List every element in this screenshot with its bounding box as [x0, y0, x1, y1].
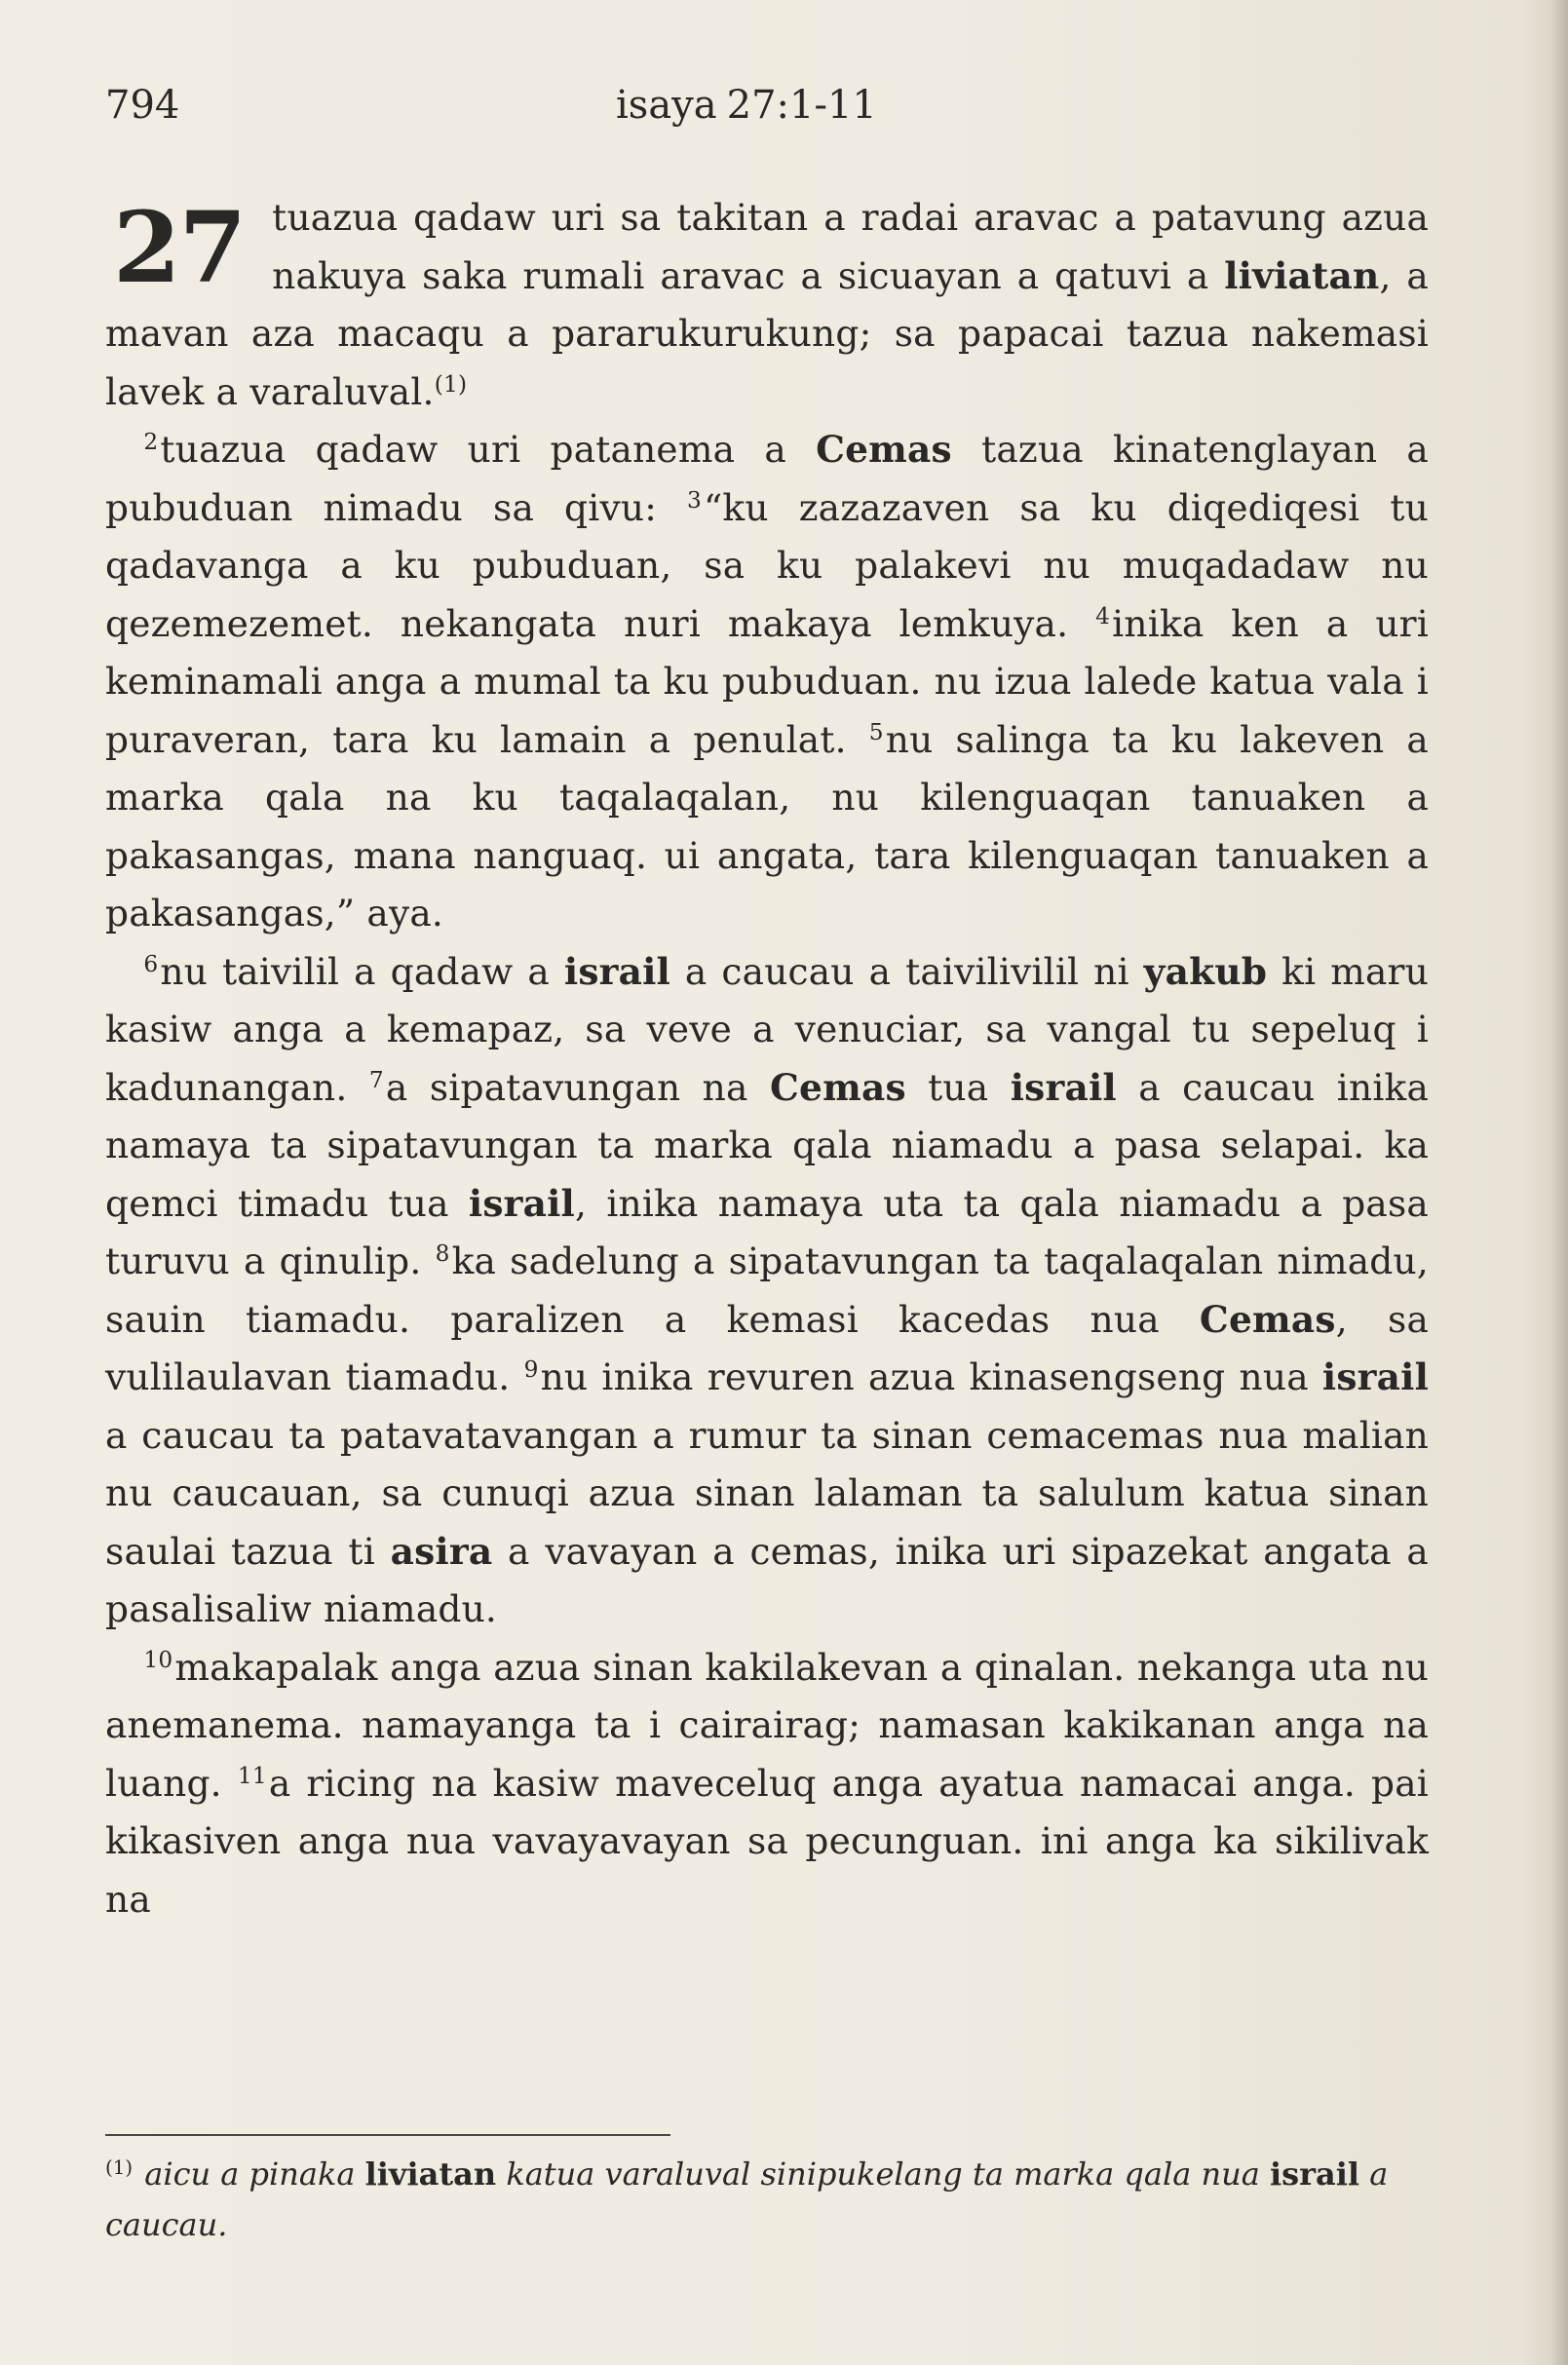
paragraph [105, 189, 1429, 421]
text-run [1260, 2155, 1270, 2193]
text-run: tua [905, 1065, 1011, 1109]
text-run [496, 2155, 506, 2193]
emphasized-name: Cemas [816, 428, 952, 471]
paragraph [105, 943, 1429, 1639]
text-run: nu inika revuren azua kinasengseng nua [540, 1355, 1322, 1398]
text-run: nu salinga ta ku lakeven a marka qala na ku taqalaqalan, nu kilenguaqan tanuaken a pakasangas, mana nanguaq. ui angata, tara kilenguaqan tanuaken a pakasangas,” aya. [105, 717, 1429, 935]
text-run: a caucau a taivilivilil ni [670, 949, 1144, 993]
paragraph [105, 1639, 1429, 1929]
text-run: tazua kinatenglayan a pubuduan nimadu sa qivu: [105, 428, 1429, 529]
text-run [1359, 2155, 1369, 2193]
verse-number: 3 [687, 486, 703, 514]
italic-text: aicu a pinaka [144, 2155, 356, 2193]
verse-number: (1) [105, 2156, 134, 2180]
text-run: , a mavan aza macaqu a pararukurukung; sa papacai tazua nakemasi lavek a varaluval. [105, 253, 1429, 413]
verse-number: 4 [1095, 602, 1111, 629]
verse-number: 8 [435, 1240, 450, 1268]
emphasized-name: asira [390, 1529, 493, 1573]
emphasized-name: israil [1269, 2155, 1360, 2193]
text-run: ki maru kasiw anga a kemapaz, sa veve a venuciar, sa vangal tu sepeluq i kadunangan. [105, 949, 1430, 1109]
verse-number: 11 [237, 1762, 267, 1789]
emphasized-name: israil [1321, 1355, 1430, 1398]
verse-number: 5 [868, 718, 884, 745]
footnote [105, 2149, 1429, 2250]
paragraph [105, 421, 1429, 943]
text-run [355, 2155, 364, 2193]
text-run: a vavayan a cemas, inika uri sipazekat angata a pasalisaliw niamadu. [105, 1529, 1429, 1630]
verse-number: (1) [434, 370, 468, 398]
emphasized-name: Cemas [1199, 1297, 1336, 1341]
verse-number: 7 [368, 1066, 384, 1093]
text-run: , inika namaya uta ta qala niamadu a pasa turuvu a qinulip. [105, 1181, 1429, 1282]
emphasized-name: israil [468, 1181, 575, 1225]
text-run: a sipatavungan na [385, 1065, 770, 1109]
page-number: 794 [105, 83, 180, 128]
verse-number: 9 [523, 1356, 539, 1384]
footnote-divider [105, 2134, 670, 2136]
text-run: inika ken a uri keminamali anga a mumal ta ku pubuduan. nu izua lalede katua vala i puraveran, tara ku lamain a penulat. [105, 601, 1429, 761]
page-edge [1550, 0, 1568, 2365]
text-run [134, 2155, 144, 2193]
text-run: makapalak anga azua sinan kakilakevan a qinalan. nekanga uta nu anemanema. namayanga ta i cairairag; namasan kakikanan anga na luang. [105, 1645, 1429, 1805]
text-run: tuazua qadaw uri patanema a [160, 428, 817, 471]
verse-number: 2 [143, 429, 159, 456]
scripture-text [105, 189, 1429, 1928]
running-head [105, 76, 1431, 134]
text-run: “ku zazazaven sa ku diqediqesi tu qadavanga a ku pubuduan, sa ku palakevi nu muqadadaw nu qezemezemet. nekangata nuri makaya lemkuya. [105, 485, 1429, 645]
emphasized-name: liviatan [1224, 253, 1380, 297]
text-run: nu taivilil a qadaw a [160, 949, 564, 993]
chapter-number: 27 [113, 190, 246, 305]
italic-text: katua varaluval sinipukelang ta marka qala nua [506, 2155, 1260, 2193]
text-run: a caucau inika namaya ta sipatavungan ta marka qala niamadu a pasa selapai. ka qemci timadu tua [105, 1065, 1429, 1225]
text-run: tuazua qadaw uri sa takitan a radai aravac a patavung azua nakuya saka rumali aravac a sicuayan a qatuvi a [272, 196, 1429, 297]
text-run: , sa vulilaulavan tiamadu. [105, 1297, 1429, 1398]
text-run: a ricing na kasiw maveceluq anga ayatua namacai anga. pai kikasiven anga nua vavayavayan sa pecunguan. ini anga ka sikilivak na [105, 1761, 1430, 1921]
emphasized-name: yakub [1143, 949, 1268, 993]
italic-text: a caucau. [105, 2155, 1389, 2243]
text-run: ka sadelung a sipatavungan ta taqalaqalan nimadu, sauin tiamadu. paralizen a kemasi kacedas nua [105, 1240, 1429, 1341]
emphasized-name: liviatan [364, 2155, 497, 2193]
verse-number: 10 [143, 1646, 173, 1673]
emphasized-name: Cemas [769, 1065, 906, 1109]
chapter-reference [616, 76, 887, 134]
emphasized-name: israil [1010, 1065, 1117, 1109]
text-run: a caucau ta patavatavangan a rumur ta sinan cemacemas nua malian nu caucauan, sa cunuqi azua sinan lalaman ta salulum katua sinan saulai tazua ti [105, 1413, 1429, 1573]
verse-range: 27:1-11 [726, 83, 877, 128]
book-name: isaya [616, 83, 717, 128]
emphasized-name: israil [563, 949, 670, 993]
verse-number: 6 [143, 950, 159, 977]
